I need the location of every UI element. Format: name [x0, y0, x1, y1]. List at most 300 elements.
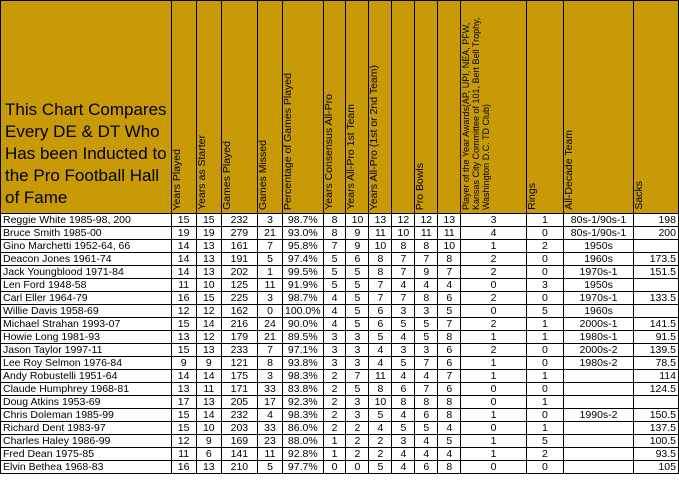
sacks-cell: 173.5 — [634, 253, 679, 266]
header-cell — [283, 1, 323, 214]
stat-cell: 9 — [196, 357, 221, 370]
stat-cell: 3 — [257, 292, 282, 305]
stat-cell: 97.1% — [283, 344, 323, 357]
stat-cell: 95.8% — [283, 240, 323, 253]
stat-cell: 7 — [323, 240, 346, 253]
stat-cell: 4 — [257, 409, 282, 422]
stat-cell: 7 — [369, 279, 392, 292]
stat-cell: 121 — [221, 357, 257, 370]
stat-cell: 12 — [392, 214, 415, 227]
stat-cell: 2 — [461, 266, 527, 279]
stat-cell: 5 — [438, 435, 461, 448]
stat-cell: 11 — [415, 227, 438, 240]
stat-cell: 202 — [221, 266, 257, 279]
stat-cell: 3 — [415, 305, 438, 318]
header-cell — [196, 1, 221, 214]
header-label: Years Consensus All-Pro — [322, 94, 335, 210]
stat-cell: 80s-1/90s-1 — [564, 227, 634, 240]
header-cell — [438, 1, 461, 214]
stat-cell: 5 — [346, 318, 369, 331]
stat-cell: 8 — [369, 266, 392, 279]
table-row — [1, 357, 679, 370]
stat-cell: 8 — [438, 331, 461, 344]
stat-cell: 4 — [323, 318, 346, 331]
stat-cell: 12 — [171, 435, 196, 448]
stat-cell: 2000s-2 — [564, 344, 634, 357]
stat-cell: 14 — [171, 253, 196, 266]
stat-cell: 7 — [392, 266, 415, 279]
stat-cell: 17 — [257, 396, 282, 409]
stat-cell: 86.0% — [283, 422, 323, 435]
stat-cell: 98.3% — [283, 409, 323, 422]
stat-cell: 9 — [346, 227, 369, 240]
stat-cell: 1 — [461, 448, 527, 461]
table-row — [1, 240, 679, 253]
stat-cell: 7 — [392, 292, 415, 305]
stat-cell: 1 — [526, 331, 563, 344]
stat-cell: 100.0% — [283, 305, 323, 318]
stat-cell: 1 — [323, 448, 346, 461]
header-label: Percentage of Games Played — [282, 72, 295, 210]
player-name-cell: Jason Taylor 1997-11 — [1, 344, 172, 357]
stat-cell: 0 — [526, 266, 563, 279]
stat-cell: 8 — [369, 383, 392, 396]
stat-cell: 14 — [196, 370, 221, 383]
table-row — [1, 422, 679, 435]
sacks-cell: 100.5 — [634, 435, 679, 448]
stat-cell: 1 — [461, 409, 527, 422]
stat-cell: 11 — [171, 279, 196, 292]
stat-cell: 15 — [171, 344, 196, 357]
stat-cell: 6 — [369, 318, 392, 331]
player-name-cell: Lee Roy Selmon 1976-84 — [1, 357, 172, 370]
stat-cell: 5 — [392, 422, 415, 435]
stat-cell: 205 — [221, 396, 257, 409]
stat-cell: 11 — [171, 448, 196, 461]
stat-cell: 0 — [323, 461, 346, 474]
table-row — [1, 253, 679, 266]
header-cell — [369, 1, 392, 214]
stat-cell: 93.0% — [283, 227, 323, 240]
stat-cell: 0 — [461, 396, 527, 409]
stat-cell: 15 — [171, 409, 196, 422]
stat-cell: 88.0% — [283, 435, 323, 448]
stat-cell: 8 — [369, 253, 392, 266]
stat-cell: 3 — [392, 305, 415, 318]
stat-cell: 13 — [196, 253, 221, 266]
stat-cell: 97.4% — [283, 253, 323, 266]
stat-cell: 24 — [257, 318, 282, 331]
stat-cell: 2 — [346, 448, 369, 461]
header-label: Sacks — [633, 181, 646, 210]
stat-cell: 1 — [526, 318, 563, 331]
stat-cell: 0 — [526, 227, 563, 240]
player-name-cell: Chris Doleman 1985-99 — [1, 409, 172, 422]
stat-cell: 1960s — [564, 305, 634, 318]
stat-cell: 9 — [171, 357, 196, 370]
stat-cell: 4 — [415, 448, 438, 461]
stat-cell: 10 — [346, 214, 369, 227]
stat-cell: 216 — [221, 318, 257, 331]
player-name-cell: Bruce Smith 1985-00 — [1, 227, 172, 240]
stat-cell: 7 — [415, 357, 438, 370]
stat-cell: 21 — [257, 227, 282, 240]
header-cell — [415, 1, 438, 214]
stat-cell: 13 — [438, 214, 461, 227]
stat-cell: 203 — [221, 422, 257, 435]
stat-cell: 3 — [461, 214, 527, 227]
stat-cell: 1980s-2 — [564, 357, 634, 370]
stat-cell: 179 — [221, 331, 257, 344]
stat-cell: 98.7% — [283, 292, 323, 305]
player-name-cell: Michael Strahan 1993-07 — [1, 318, 172, 331]
table-row — [1, 227, 679, 240]
stat-cell: 3 — [346, 409, 369, 422]
stat-cell: 3 — [257, 370, 282, 383]
sacks-cell — [634, 240, 679, 253]
sacks-cell: 137.5 — [634, 422, 679, 435]
stat-cell: 5 — [346, 383, 369, 396]
stat-cell: 0 — [526, 383, 563, 396]
stat-cell: 7 — [438, 266, 461, 279]
stat-cell: 5 — [346, 305, 369, 318]
stat-cell: 5 — [526, 305, 563, 318]
stat-cell: 3 — [323, 331, 346, 344]
stat-cell: 11 — [438, 227, 461, 240]
stat-cell: 0 — [346, 461, 369, 474]
stat-cell: 92.3% — [283, 396, 323, 409]
stat-cell: 3 — [323, 344, 346, 357]
stat-cell: 7 — [369, 292, 392, 305]
stat-cell: 8 — [323, 214, 346, 227]
stat-cell: 90.0% — [283, 318, 323, 331]
stat-cell: 12 — [196, 331, 221, 344]
stat-cell: 8 — [415, 396, 438, 409]
sacks-cell — [634, 305, 679, 318]
player-name-cell: Elvin Bethea 1968-83 — [1, 461, 172, 474]
stat-cell: 1 — [461, 240, 527, 253]
player-name-cell: Gino Marchetti 1952-64, 66 — [1, 240, 172, 253]
player-name-cell: Len Ford 1948-58 — [1, 279, 172, 292]
sacks-cell: 150.5 — [634, 409, 679, 422]
stat-cell: 4 — [323, 292, 346, 305]
table-row — [1, 448, 679, 461]
stat-cell: 4 — [415, 435, 438, 448]
table-row — [1, 292, 679, 305]
stat-cell: 1970s-1 — [564, 266, 634, 279]
stat-cell — [564, 396, 634, 409]
stat-cell: 2 — [323, 370, 346, 383]
chart-title: This Chart Compares Every DE & DT Who Has been Inducted to the Pro Football Hall of Fame — [1, 1, 172, 214]
stat-cell: 3 — [346, 396, 369, 409]
stat-cell: 7 — [415, 383, 438, 396]
stat-cell: 14 — [196, 409, 221, 422]
header-label: Years All-Pro (1st or 2nd Team) — [368, 64, 381, 210]
stat-cell: 11 — [369, 227, 392, 240]
stat-cell: 0 — [461, 383, 527, 396]
stat-cell: 4 — [438, 448, 461, 461]
stat-cell: 5 — [415, 331, 438, 344]
stat-cell: 8 — [438, 253, 461, 266]
stat-cell: 5 — [257, 253, 282, 266]
stat-cell: 13 — [196, 461, 221, 474]
stat-cell: 2 — [323, 422, 346, 435]
stat-cell: 9 — [415, 266, 438, 279]
sacks-cell: 139.5 — [634, 344, 679, 357]
stat-cell: 169 — [221, 435, 257, 448]
stat-cell: 2 — [526, 448, 563, 461]
stat-cell: 1 — [461, 357, 527, 370]
stat-cell: 5 — [369, 331, 392, 344]
header-cell — [323, 1, 346, 214]
stat-cell: 2 — [461, 344, 527, 357]
stat-cell: 5 — [392, 357, 415, 370]
stat-cell: 171 — [221, 383, 257, 396]
stat-cell: 83.8% — [283, 383, 323, 396]
stat-cell: 14 — [171, 240, 196, 253]
stat-cell: 1950s — [564, 240, 634, 253]
stat-cell: 92.8% — [283, 448, 323, 461]
stat-cell: 13 — [369, 214, 392, 227]
header-label: Years as Starter — [195, 135, 208, 210]
stat-cell: 12 — [196, 305, 221, 318]
player-name-cell: Claude Humphrey 1968-81 — [1, 383, 172, 396]
sacks-cell — [634, 279, 679, 292]
stat-cell: 80s-1/90s-1 — [564, 214, 634, 227]
stat-cell: 4 — [438, 279, 461, 292]
stat-cell: 1 — [526, 396, 563, 409]
stat-cell: 89.5% — [283, 331, 323, 344]
stat-cell: 2 — [323, 409, 346, 422]
stat-cell: 1 — [257, 266, 282, 279]
stat-cell: 5 — [369, 409, 392, 422]
stat-cell: 9 — [196, 435, 221, 448]
stat-cell: 1950s — [564, 279, 634, 292]
stat-cell: 3 — [392, 344, 415, 357]
table-row — [1, 409, 679, 422]
stat-cell: 5 — [323, 266, 346, 279]
stat-cell: 2 — [461, 318, 527, 331]
header-label: Years Played — [170, 148, 183, 210]
stat-cell: 5 — [438, 305, 461, 318]
header-cell — [346, 1, 369, 214]
stat-cell: 93.8% — [283, 357, 323, 370]
stat-cell — [564, 461, 634, 474]
stat-cell: 21 — [257, 331, 282, 344]
stat-cell: 210 — [221, 461, 257, 474]
player-name-cell: Jack Youngblood 1971-84 — [1, 266, 172, 279]
stat-cell: 8 — [323, 227, 346, 240]
stat-cell: 13 — [196, 344, 221, 357]
stat-cell: 162 — [221, 305, 257, 318]
stat-cell: 1970s-1 — [564, 292, 634, 305]
header-label: All-Decade Team — [563, 130, 576, 210]
stat-cell: 5 — [346, 292, 369, 305]
stat-cell: 10 — [392, 227, 415, 240]
stat-cell: 161 — [221, 240, 257, 253]
stat-cell: 5 — [346, 279, 369, 292]
stat-cell: 8 — [392, 240, 415, 253]
stat-cell: 4 — [323, 305, 346, 318]
stat-cell: 11 — [257, 279, 282, 292]
stat-cell: 1990s-2 — [564, 409, 634, 422]
stat-cell: 5 — [369, 461, 392, 474]
player-name-cell: Richard Dent 1983-97 — [1, 422, 172, 435]
table-row — [1, 396, 679, 409]
stat-cell — [564, 422, 634, 435]
sacks-cell: 93.5 — [634, 448, 679, 461]
stat-cell: 233 — [221, 344, 257, 357]
stat-cell: 0 — [526, 292, 563, 305]
header-label: Games Played — [220, 141, 233, 210]
header-cell — [526, 1, 563, 214]
stat-cell: 5 — [323, 253, 346, 266]
stat-cell: 19 — [196, 227, 221, 240]
stat-cell: 1 — [526, 370, 563, 383]
header-cell — [634, 1, 679, 214]
stat-cell: 13 — [171, 331, 196, 344]
header-row — [1, 1, 679, 214]
stat-cell: 16 — [171, 292, 196, 305]
stat-cell: 3 — [346, 357, 369, 370]
stat-cell: 15 — [171, 422, 196, 435]
header-cell — [221, 1, 257, 214]
stat-cell: 4 — [392, 409, 415, 422]
player-name-cell: Willie Davis 1958-69 — [1, 305, 172, 318]
stat-cell: 7 — [438, 370, 461, 383]
header-cell — [564, 1, 634, 214]
table-row — [1, 318, 679, 331]
player-name-cell: Charles Haley 1986-99 — [1, 435, 172, 448]
player-name-cell: Doug Atkins 1953-69 — [1, 396, 172, 409]
header-cell — [257, 1, 282, 214]
stat-cell: 33 — [257, 422, 282, 435]
stat-cell: 14 — [171, 266, 196, 279]
stat-cell: 17 — [171, 396, 196, 409]
sacks-cell: 78.5 — [634, 357, 679, 370]
stat-cell: 8 — [415, 240, 438, 253]
stat-cell: 15 — [196, 292, 221, 305]
stat-cell: 4 — [392, 279, 415, 292]
stat-cell: 232 — [221, 409, 257, 422]
stat-cell: 10 — [369, 240, 392, 253]
stat-cell: 8 — [438, 409, 461, 422]
stat-cell: 0 — [461, 461, 527, 474]
stat-cell: 232 — [221, 214, 257, 227]
stat-cell: 0 — [461, 305, 527, 318]
header-label: Years All-Pro 1st Team — [345, 104, 358, 210]
stat-cell: 175 — [221, 370, 257, 383]
stat-cell: 10 — [196, 279, 221, 292]
stat-cell: 8 — [438, 461, 461, 474]
table-row — [1, 435, 679, 448]
header-label: Pro Bowls — [414, 162, 427, 210]
stat-cell: 4 — [415, 370, 438, 383]
stat-cell: 0 — [526, 409, 563, 422]
stat-cell — [564, 448, 634, 461]
stat-cell: 7 — [346, 370, 369, 383]
stat-cell: 0 — [461, 422, 527, 435]
stat-cell: 8 — [438, 396, 461, 409]
stat-cell: 99.5% — [283, 266, 323, 279]
stat-cell — [564, 383, 634, 396]
stat-cell: 1 — [526, 422, 563, 435]
table-row — [1, 461, 679, 474]
stat-cell: 13 — [196, 396, 221, 409]
stat-cell: 12 — [415, 214, 438, 227]
table-row — [1, 266, 679, 279]
sacks-cell: 133.5 — [634, 292, 679, 305]
sacks-cell: 105 — [634, 461, 679, 474]
stat-cell: 2 — [461, 292, 527, 305]
stat-cell: 5 — [415, 422, 438, 435]
header-cell — [461, 1, 527, 214]
stat-cell: 8 — [415, 292, 438, 305]
stat-cell: 6 — [346, 253, 369, 266]
stat-cell: 11 — [257, 448, 282, 461]
stat-cell: 11 — [196, 383, 221, 396]
stat-cell: 14 — [196, 318, 221, 331]
stat-cell: 4 — [369, 344, 392, 357]
stat-cell: 6 — [369, 305, 392, 318]
header-label: Games Missed — [256, 139, 269, 210]
stat-cell: 3 — [323, 357, 346, 370]
stat-cell: 19 — [171, 227, 196, 240]
stat-cell: 15 — [196, 214, 221, 227]
stat-cell: 98.3% — [283, 370, 323, 383]
table-row — [1, 305, 679, 318]
stat-cell: 13 — [171, 383, 196, 396]
stat-cell: 23 — [257, 435, 282, 448]
stat-cell: 4 — [369, 357, 392, 370]
stat-cell: 7 — [438, 318, 461, 331]
stat-cell: 4 — [438, 422, 461, 435]
stat-cell: 191 — [221, 253, 257, 266]
stat-cell: 12 — [171, 305, 196, 318]
player-name-cell: Deacon Jones 1961-74 — [1, 253, 172, 266]
stat-cell: 6 — [438, 357, 461, 370]
stat-cell: 1980s-1 — [564, 331, 634, 344]
stat-cell: 7 — [415, 253, 438, 266]
stat-cell: 0 — [526, 461, 563, 474]
stat-cell: 2 — [323, 383, 346, 396]
stat-cell: 2 — [346, 422, 369, 435]
header-label: Player of the Year Awards(AP, UPI, NEA, PFW, Kansas City Committee of 101, Bert Bell Trophy, Washington D.C. TD Club) — [461, 17, 492, 210]
stat-cell: 5 — [257, 461, 282, 474]
stat-cell: 2 — [526, 240, 563, 253]
sacks-cell: 141.5 — [634, 318, 679, 331]
stat-cell: 0 — [526, 357, 563, 370]
stat-cell: 7 — [257, 344, 282, 357]
stat-cell: 6 — [196, 448, 221, 461]
stat-cell: 1 — [323, 435, 346, 448]
stat-cell: 2 — [461, 253, 527, 266]
stat-cell — [564, 370, 634, 383]
sacks-cell: 151.5 — [634, 266, 679, 279]
stat-cell: 8 — [392, 396, 415, 409]
stat-cell: 4 — [369, 422, 392, 435]
stat-cell: 3 — [346, 331, 369, 344]
stat-cell: 141 — [221, 448, 257, 461]
stat-cell: 15 — [171, 318, 196, 331]
stat-cell: 0 — [461, 279, 527, 292]
stat-cell: 11 — [369, 370, 392, 383]
stat-cell: 3 — [346, 344, 369, 357]
stat-cell: 7 — [392, 253, 415, 266]
stat-cell: 91.9% — [283, 279, 323, 292]
stat-cell: 4 — [392, 448, 415, 461]
header-cell — [392, 1, 415, 214]
